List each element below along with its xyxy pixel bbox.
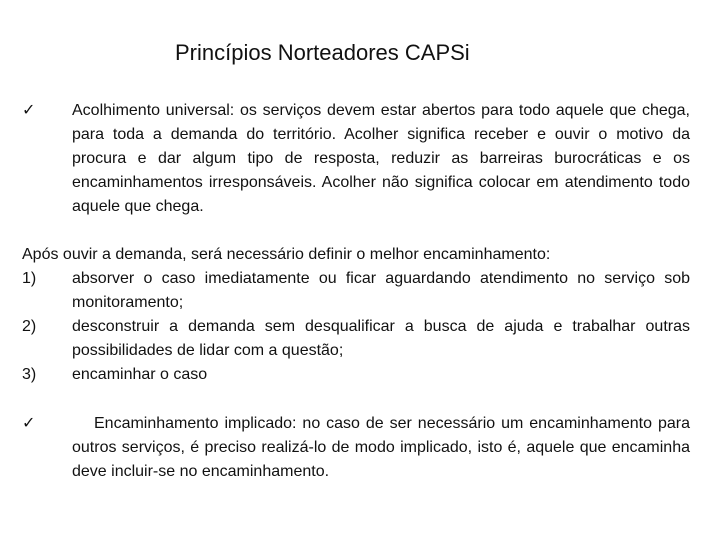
- bullet-acolhimento: [22, 99, 690, 219]
- list-item: [22, 363, 690, 387]
- slide-title: Princípios Norteadores CAPSi: [175, 40, 470, 65]
- encaminhamento-section: [22, 243, 690, 387]
- intro-text: Após ouvir a demanda, será necessário definir o melhor encaminhamento:: [22, 246, 551, 263]
- numbered-list: [22, 267, 690, 387]
- checkmark-icon: ✓: [22, 102, 36, 119]
- list-item-text: desconstruir a demanda sem desqualificar a busca de ajuda e trabalhar outras possibilidades de lidar com a questão;: [72, 318, 690, 359]
- checkmark-icon: ✓: [22, 415, 36, 432]
- list-number: 2): [22, 318, 37, 335]
- list-item: [22, 267, 690, 315]
- check-item: [22, 99, 690, 219]
- bullet-text: Acolhimento universal: os serviços devem estar abertos para todo aquele que chega, para toda a demanda do território. Acolher significa receber e ouvir o motivo da procura e dar algum tipo de resposta, reduzir as barreiras burocráticas e os encaminhamentos irresponsáveis. Acolher não significa colocar em atendimento todo aquele que chega.: [72, 102, 690, 215]
- list-number: 1): [22, 270, 37, 287]
- bullet-text: Encaminhamento implicado: no caso de ser necessário um encaminhamento para outros serviços, é preciso realizá-lo de modo implicado, isto é, aquele que encaminha deve incluir-se no encaminhamento.: [72, 415, 690, 480]
- check-item: [22, 412, 690, 484]
- list-number: 3): [22, 366, 37, 383]
- list-item-text: absorver o caso imediatamente ou ficar aguardando atendimento no serviço sob monitoramento;: [72, 270, 690, 311]
- list-item-text: encaminhar o caso: [72, 366, 208, 383]
- bullet-encaminhamento-implicado: [22, 412, 690, 484]
- list-item: [22, 315, 690, 363]
